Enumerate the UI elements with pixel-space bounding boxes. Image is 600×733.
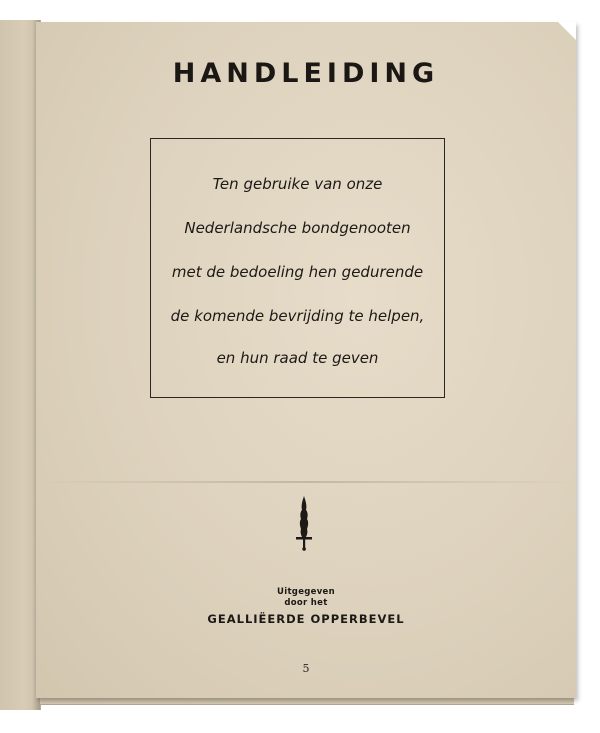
publisher-line-1: Uitgegeven — [277, 587, 335, 597]
page-number: 5 — [302, 662, 310, 675]
dedication-line-3: met de bedoeling hen gedurende — [171, 263, 424, 281]
page-title: HANDLEIDING — [172, 58, 440, 89]
dedication-line-1: Ten gebruike van onze — [212, 175, 383, 193]
dedication-box — [150, 138, 445, 398]
dedication-line-2: Nederlandsche bondgenooten — [184, 219, 411, 237]
booklet-page — [36, 22, 576, 698]
dedication-line-4: de komende bevrijding te helpen, — [170, 307, 425, 325]
page-corner — [558, 22, 576, 40]
flaming-sword-icon — [293, 496, 315, 552]
publisher-name: GEALLIËERDE OPPERBEVEL — [207, 612, 405, 626]
page-crease — [36, 481, 576, 483]
publisher-line-2: door het — [284, 598, 328, 608]
dedication-line-5: en hun raad te geven — [216, 349, 379, 367]
left-facing-page — [0, 20, 41, 710]
